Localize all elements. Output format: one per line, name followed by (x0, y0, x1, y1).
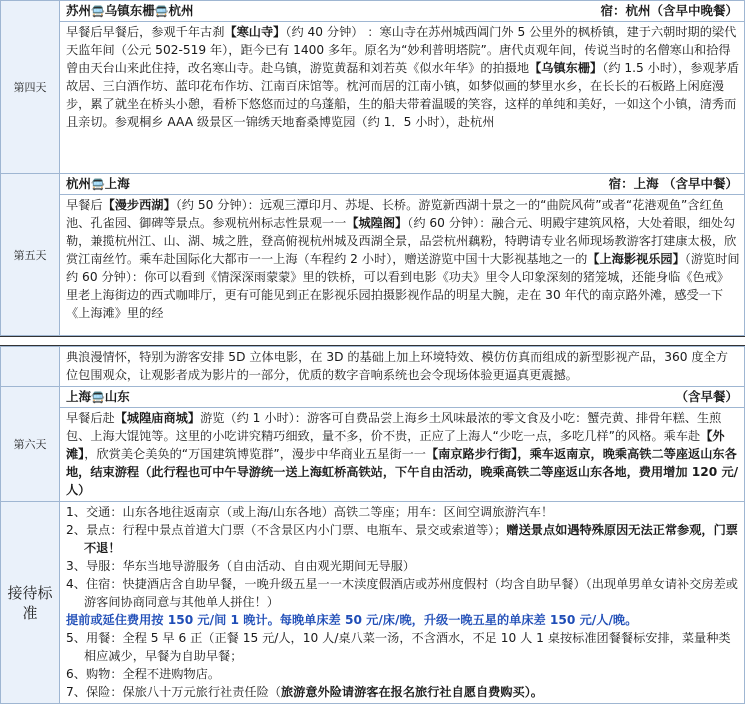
standards-hotel-fee: 提前或延住费用按 150 元/间 1 晚计。每晚单床差 50 元/床/晚，升级一晚五星的单床差 150 元/人/晚。 (66, 613, 638, 627)
day5-label-cell (1, 174, 60, 336)
day6-stay: （含早餐） (675, 389, 738, 404)
standards-row (1, 502, 745, 704)
day6-route: 上海🚍山东 (66, 388, 130, 404)
day4-route: 苏州🚍乌镇东栅🚍杭州 (66, 2, 194, 18)
itinerary-table (0, 0, 745, 336)
day6-label-cell (1, 387, 60, 502)
standards-list (60, 502, 744, 703)
day5-label: 第五天 (13, 248, 47, 262)
day5-row (1, 174, 745, 195)
day6-header-cell (60, 387, 745, 408)
standards-meals: 5、用餐：全程 5 早 6 正（正餐 15 元/人，10 人/桌八菜一汤，不含酒水，不足 10 人 1 桌按标准团餐餐标安排，菜量种类相应减少，早餐为自助早餐； (66, 631, 731, 663)
day6-header (60, 387, 744, 407)
day6-label: 第六天 (13, 438, 47, 451)
day5-header-cell (60, 174, 745, 195)
page-break-separator (0, 336, 745, 346)
day5-continued-cell (60, 347, 745, 387)
day5-description-continued: 典浪漫情怀，特别为游客安排 5D 立体电影，在 3D 的基础上加上环境特效、模仿仿真而组成的新型影视产品，360 度全方位包围观众，让观影者成为影片的一部分，优质的数字音响系统也会令现场体验更逼真更震撼。 (66, 350, 728, 382)
day6-body-cell (60, 408, 745, 502)
car-icon: 🚍 (91, 390, 105, 404)
day4-row (1, 1, 745, 22)
standards-label: 接待标准 (7, 583, 53, 622)
day4-body-cell (60, 22, 745, 174)
day4-stay: 宿：杭州（含早中晚餐） (600, 3, 738, 18)
standards-transport: 1、交通：山东各地往返南京（或上海/山东各地）高铁二等座；用车：区间空调旅游汽车！ (66, 505, 554, 519)
standards-sights: 2、景点：行程中景点首道大门票（不含景区内小门票、电瓶车、景交或索道等）；赠送景点如遇特殊原因无法正常参观，门票不退！ (66, 523, 738, 555)
day5-continued-label-cell (1, 347, 60, 387)
day5-body-cell (60, 195, 745, 336)
day4-header (60, 1, 744, 21)
day4-header-cell (60, 1, 745, 22)
standards-insurance: 7、保险：保旅八十万元旅行社责任险（旅游意外险请游客在报名旅行社自愿自费购买）。 (66, 685, 543, 699)
day5-description: 早餐后【漫步西湖】（约 50 分钟）：远观三潭印月、苏堤、长桥。游览新西湖十景之一的“曲院风荷”或者“花港观鱼”含红鱼池、孔雀园、御碑等景点。参观杭州标志性景观一一【城隍阁】（约 60 分钟）：融合元、明殿宇建筑风格，大处着眼，细处勾勒，兼揽杭州江、山、湖、城之胜，登高俯视杭州城及西湖全景，品尝杭州藕粉，特聘请专业名师现场教游客打建康太极，欣赏江南丝竹。乘车赴国际化大都市一一上海（车程约 2 小时），赠送游览中国十大影视基地之一的【上海影视乐园】（游览时间约 60 分钟）：你可以看到《情深深雨蒙蒙》里的铁桥，可以看到电影《功夫》里令人印象深刻的猪笼城，还能身临《色戒》里老上海街边的西式咖啡厅，更有可能见到正在影视乐园拍摄影视作品的明星大腕，走在 30 年代的南京路外滩，感受一下《上海滩》里的经 (66, 198, 740, 320)
day5-stay: 宿：上海 （含早中餐） (608, 176, 738, 191)
car-icon: 🚍 (91, 4, 105, 18)
day4-label: 第四天 (13, 81, 47, 94)
standards-shopping: 6、购物：全程不进购物店。 (66, 667, 221, 681)
car-icon: 🚍 (154, 4, 169, 18)
day5-header (60, 174, 744, 194)
itinerary-table-continued (0, 346, 745, 704)
standards-label-cell (1, 502, 60, 704)
car-icon: 🚍 (91, 177, 105, 191)
standards-cell (60, 502, 745, 704)
day6-row (1, 387, 745, 408)
day4-label-cell (1, 1, 60, 174)
standards-guide: 3、导服：华东当地导游服务（自由活动、自由观光期间无导服） (66, 559, 416, 573)
day5-route: 杭州🚍上海 (66, 175, 130, 191)
day4-description: 早餐后早餐后，参观千年古刹【寒山寺】（约 40 分钟） ：寒山寺在苏州城西阊门外 5 公里外的枫桥镇，建于六朝时期的梁代天监年间（公元 502-519 年），距今已有 1400 多年。原名为“妙利普明塔院”。唐代贞观年间，传说当时的名僧寒山和拾得曾由天台山来此住持，改名寒山寺。赴乌镇，游览黄磊和刘若英《似水年华》的拍摄地【乌镇东栅】（约 1.5 小时），参观茅盾故居、三白酒作坊、蓝印花布作坊、江南百床馆等。枕河而居的江南小镇，如梦似画的梦里水乡，在长长的石板路上闲庭漫步，累了就坐在桥头小憩，看桥下悠悠而过的乌蓬船，生的船夫带着温暖的笑容，这样的单纯和美好，一如这个小镇，清秀而且亲切。参观桐乡 AAA 级景区一锦绣天地畜桑博览园（约 1．5 小时），赴杭州 (66, 25, 740, 129)
day6-description: 早餐后赴【城隍庙商城】游览（约 1 小时）：游客可自费品尝上海乡土风味最浓的零文食及小吃：蟹壳黄、排骨年糕、生煎包、上海大馄饨等。这里的小吃讲究精巧细致，量不多，价不贵，正应了上海人“少吃一点，多吃几样”的风格。乘车赴【外滩】，欣赏美仑美奂的“万国建筑博览群”，漫步中华商业五星街一一【南京路步行街】，乘车返南京，晚乘高铁二等座返山东各地，结束游程（此行程也可中午导游统一送上海虹桥高铁站，下午自由活动，晚乘高铁二等座返山东各地，费用增加 120 元/人） (66, 411, 739, 497)
standards-hotel: 4、住宿：快捷酒店含自助早餐，一晚升级五星一一木渎度假酒店或苏州度假村（均含自助早餐）（出现单男单女请补交房差或游客间协商同意与其他单人拼住！） (66, 577, 738, 609)
